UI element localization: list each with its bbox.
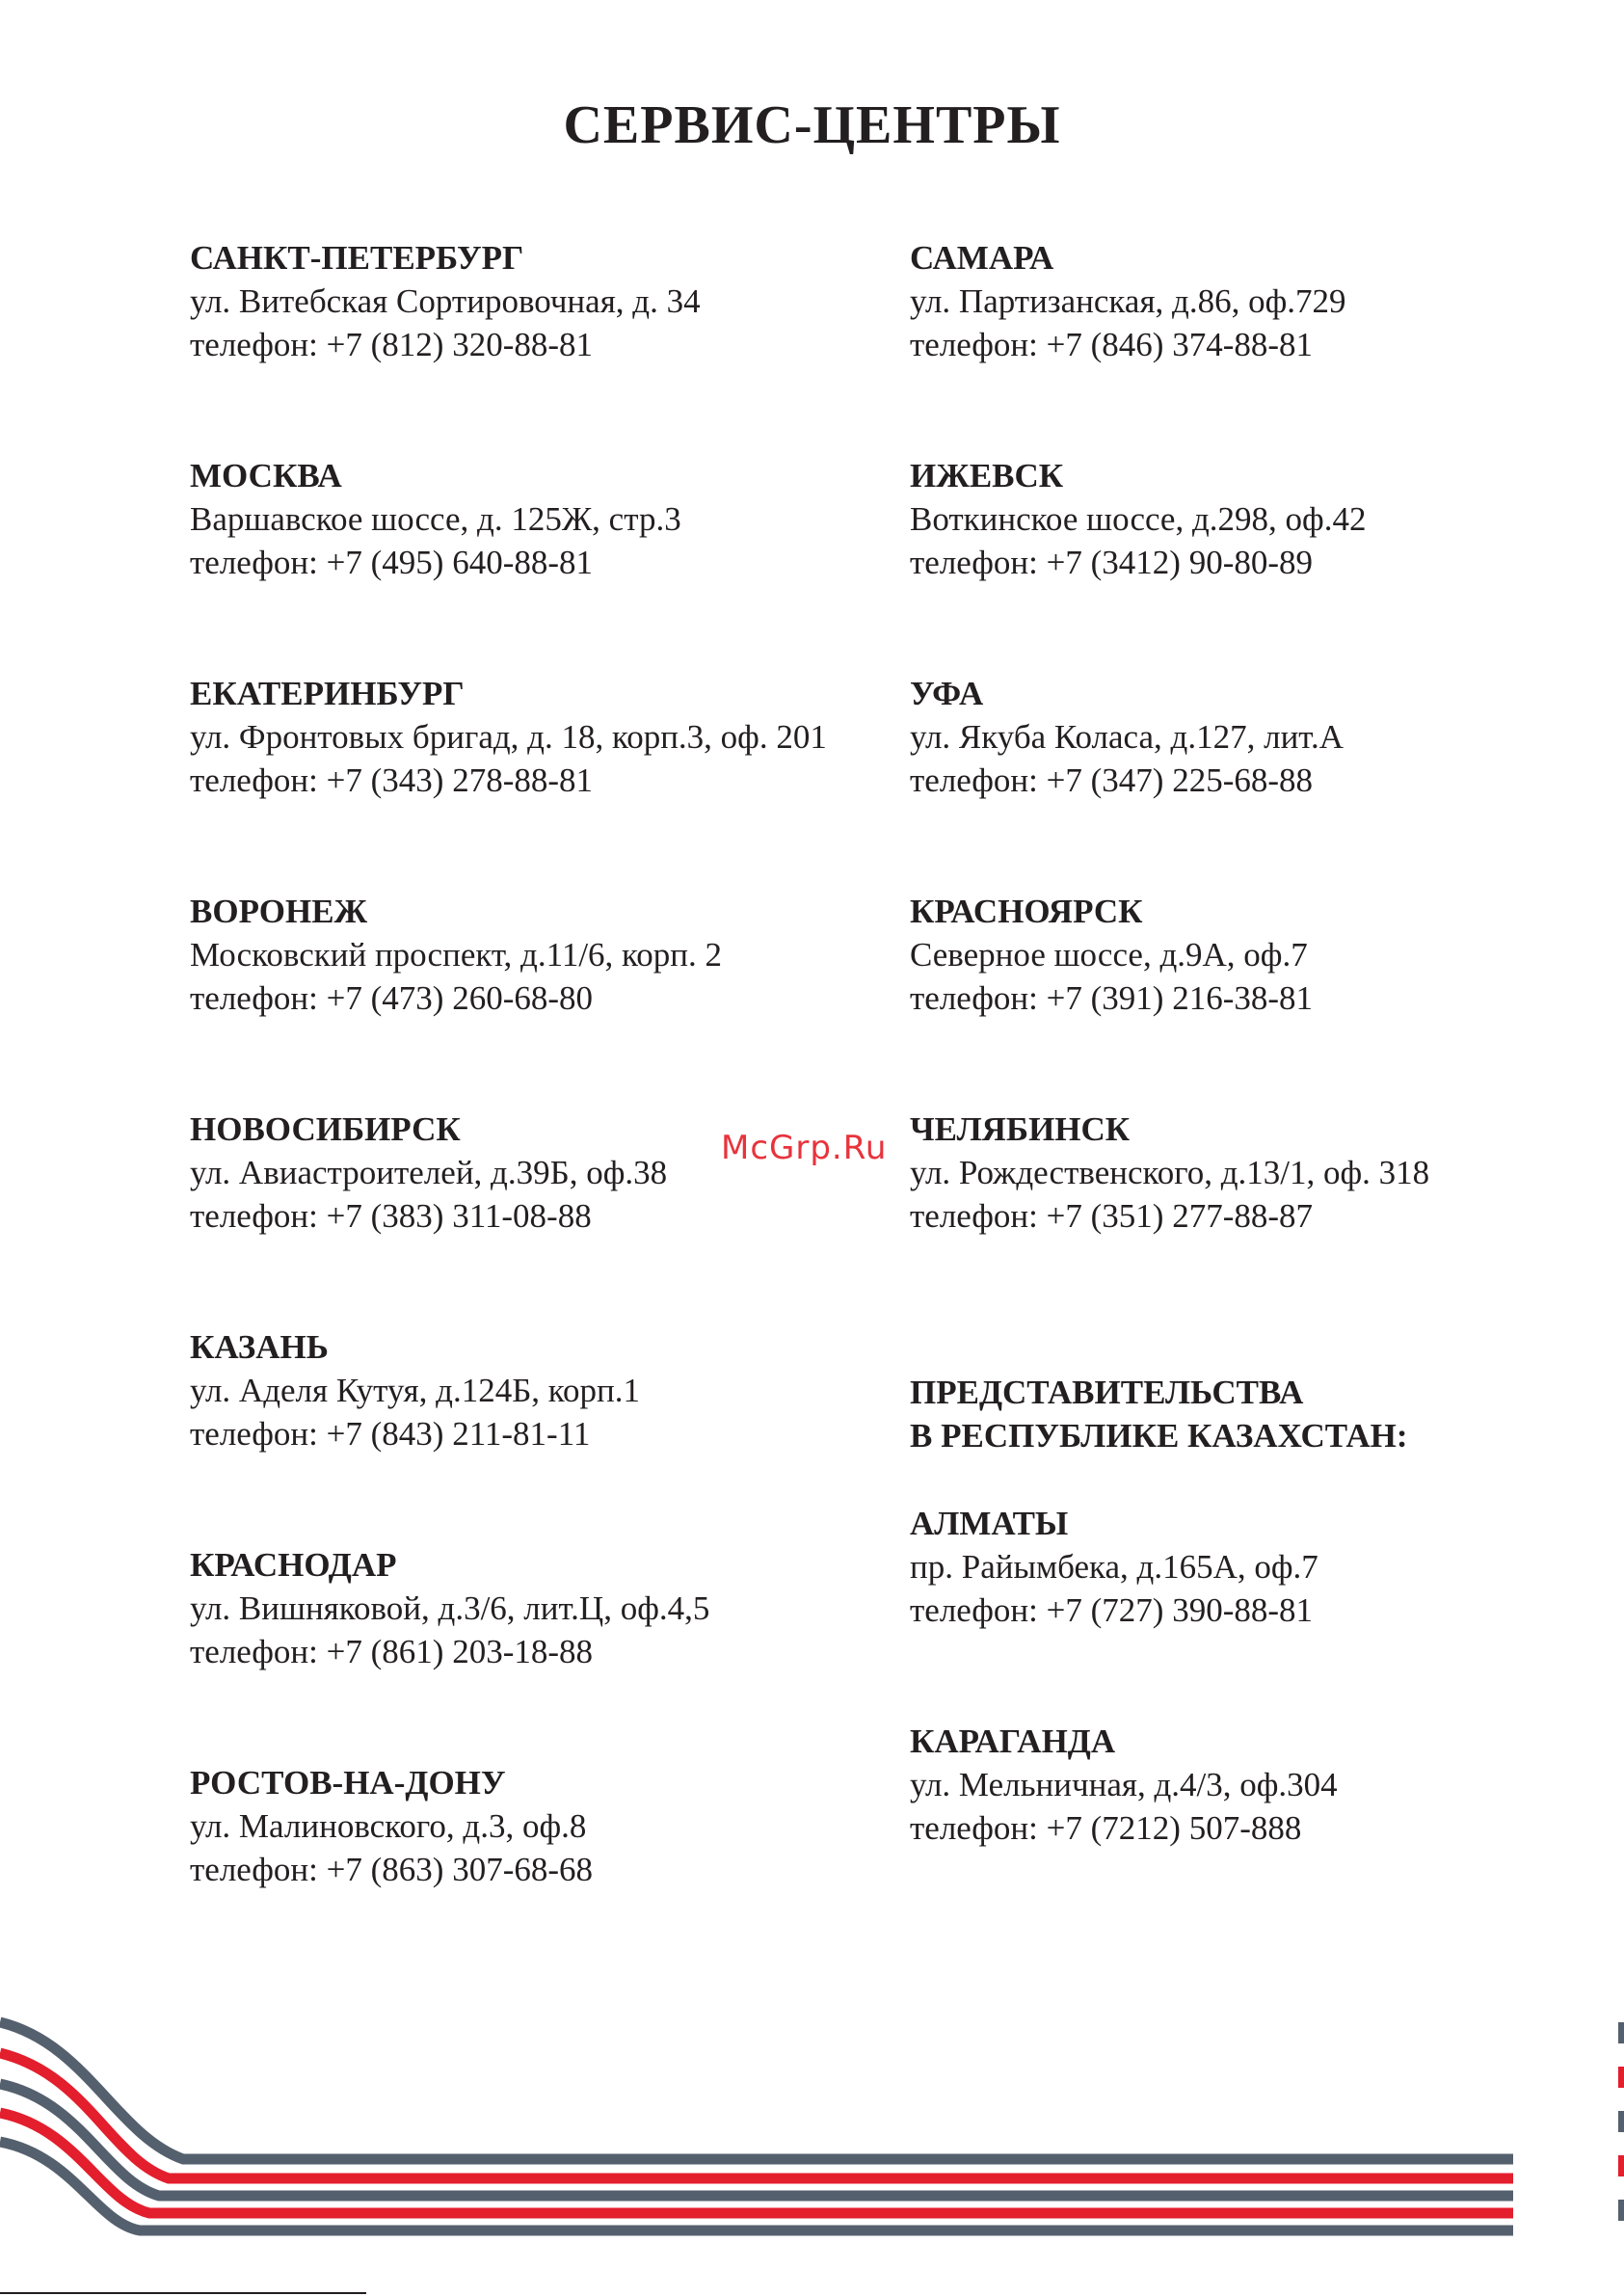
kazakhstan-heading-line: В РЕСПУБЛИКЕ КАЗАХСТАН: <box>910 1417 1408 1455</box>
page-title: СЕРВИС-ЦЕНТРЫ <box>563 95 1061 155</box>
edge-mark <box>1618 2111 1624 2132</box>
section-spacer <box>910 1325 1565 1369</box>
phone: телефон: +7 (343) 278-88-81 <box>190 761 594 799</box>
city-name: КАЗАНЬ <box>190 1328 329 1366</box>
right-column <box>910 236 1565 1937</box>
service-center-entry <box>910 454 1565 584</box>
service-center-entry <box>190 672 884 802</box>
service-center-entry <box>190 1325 884 1455</box>
service-center-entry <box>190 1108 884 1238</box>
phone: телефон: +7 (7212) 507-888 <box>910 1809 1302 1847</box>
phone: телефон: +7 (351) 277-88-87 <box>910 1197 1314 1235</box>
city-name: САМАРА <box>910 239 1054 277</box>
service-center-entry <box>190 236 884 366</box>
bottom-rule <box>0 2292 366 2294</box>
city-name: ИЖЕВСК <box>910 457 1064 494</box>
phone: телефон: +7 (473) 260-68-80 <box>190 979 594 1017</box>
city-name: ЕКАТЕРИНБУРГ <box>190 675 465 712</box>
address: Воткинское шоссе, д.298, оф.42 <box>910 500 1367 538</box>
city-name: ЧЕЛЯБИНСК <box>910 1110 1131 1148</box>
city-name: ВОРОНЕЖ <box>190 893 368 930</box>
service-center-entry <box>910 1108 1565 1238</box>
kazakhstan-heading <box>910 1371 1565 1457</box>
service-center-entry <box>190 1543 884 1673</box>
city-name: КРАСНОДАР <box>190 1546 397 1584</box>
phone: телефон: +7 (843) 211-81-11 <box>190 1415 591 1453</box>
city-name: АЛМАТЫ <box>910 1505 1069 1542</box>
address: ул. Малиновского, д.3, оф.8 <box>190 1807 587 1845</box>
phone: телефон: +7 (812) 320-88-81 <box>190 326 594 363</box>
address: ул. Фронтовых бригад, д. 18, корп.3, оф. 201 <box>190 718 827 756</box>
city-name: УФА <box>910 675 984 712</box>
phone: телефон: +7 (495) 640-88-81 <box>190 544 594 581</box>
left-column <box>190 236 884 1979</box>
service-center-entry <box>910 1502 1565 1632</box>
address: ул. Авиастроителей, д.39Б, оф.38 <box>190 1154 668 1191</box>
phone: телефон: +7 (347) 225-68-88 <box>910 761 1314 799</box>
city-name: МОСКВА <box>190 457 342 494</box>
address: Варшавское шоссе, д. 125Ж, стр.3 <box>190 500 681 538</box>
service-center-entry <box>910 672 1565 802</box>
service-center-entry <box>190 890 884 1020</box>
address: ул. Витебская Сортировочная, д. 34 <box>190 282 701 320</box>
address: ул. Рождественского, д.13/1, оф. 318 <box>910 1154 1430 1191</box>
edge-mark <box>1618 2022 1624 2043</box>
city-name: КАРАГАНДА <box>910 1722 1116 1760</box>
edge-mark <box>1618 2200 1624 2221</box>
phone: телефон: +7 (383) 311-08-88 <box>190 1197 592 1235</box>
kazakhstan-heading-line: ПРЕДСТАВИТЕЛЬСТВА <box>910 1374 1304 1411</box>
address: ул. Мельничная, д.4/3, оф.304 <box>910 1766 1338 1803</box>
edge-marks <box>1618 2022 1624 2234</box>
phone: телефон: +7 (3412) 90-80-89 <box>910 544 1314 581</box>
address: пр. Райымбека, д.165А, оф.7 <box>910 1548 1318 1586</box>
phone: телефон: +7 (391) 216-38-81 <box>910 979 1314 1017</box>
service-center-entry <box>910 236 1565 366</box>
watermark: McGrp.Ru <box>721 1129 888 1167</box>
address: ул. Вишняковой, д.3/6, лит.Ц, оф.4,5 <box>190 1589 710 1627</box>
stripe-gray <box>0 2022 1513 2159</box>
city-name: САНКТ-ПЕТЕРБУРГ <box>190 239 524 277</box>
city-name: НОВОСИБИРСК <box>190 1110 461 1148</box>
service-center-entry <box>190 1761 884 1891</box>
city-name: КРАСНОЯРСК <box>910 893 1143 930</box>
address: ул. Партизанская, д.86, оф.729 <box>910 282 1346 320</box>
city-name: РОСТОВ-НА-ДОНУ <box>190 1764 506 1802</box>
phone: телефон: +7 (863) 307-68-68 <box>190 1851 594 1888</box>
service-center-entry <box>910 890 1565 1020</box>
address: Московский проспект, д.11/6, корп. 2 <box>190 936 723 974</box>
decorative-stripes <box>0 2005 1528 2236</box>
phone: телефон: +7 (846) 374-88-81 <box>910 326 1314 363</box>
address: ул. Якуба Коласа, д.127, лит.А <box>910 718 1344 756</box>
address: Северное шоссе, д.9А, оф.7 <box>910 936 1308 974</box>
edge-mark <box>1618 2155 1624 2176</box>
address: ул. Аделя Кутуя, д.124Б, корп.1 <box>190 1372 640 1409</box>
phone: телефон: +7 (727) 390-88-81 <box>910 1591 1314 1629</box>
service-center-entry <box>190 454 884 584</box>
service-center-entry <box>910 1720 1565 1850</box>
phone: телефон: +7 (861) 203-18-88 <box>190 1633 594 1670</box>
edge-mark <box>1618 2067 1624 2088</box>
